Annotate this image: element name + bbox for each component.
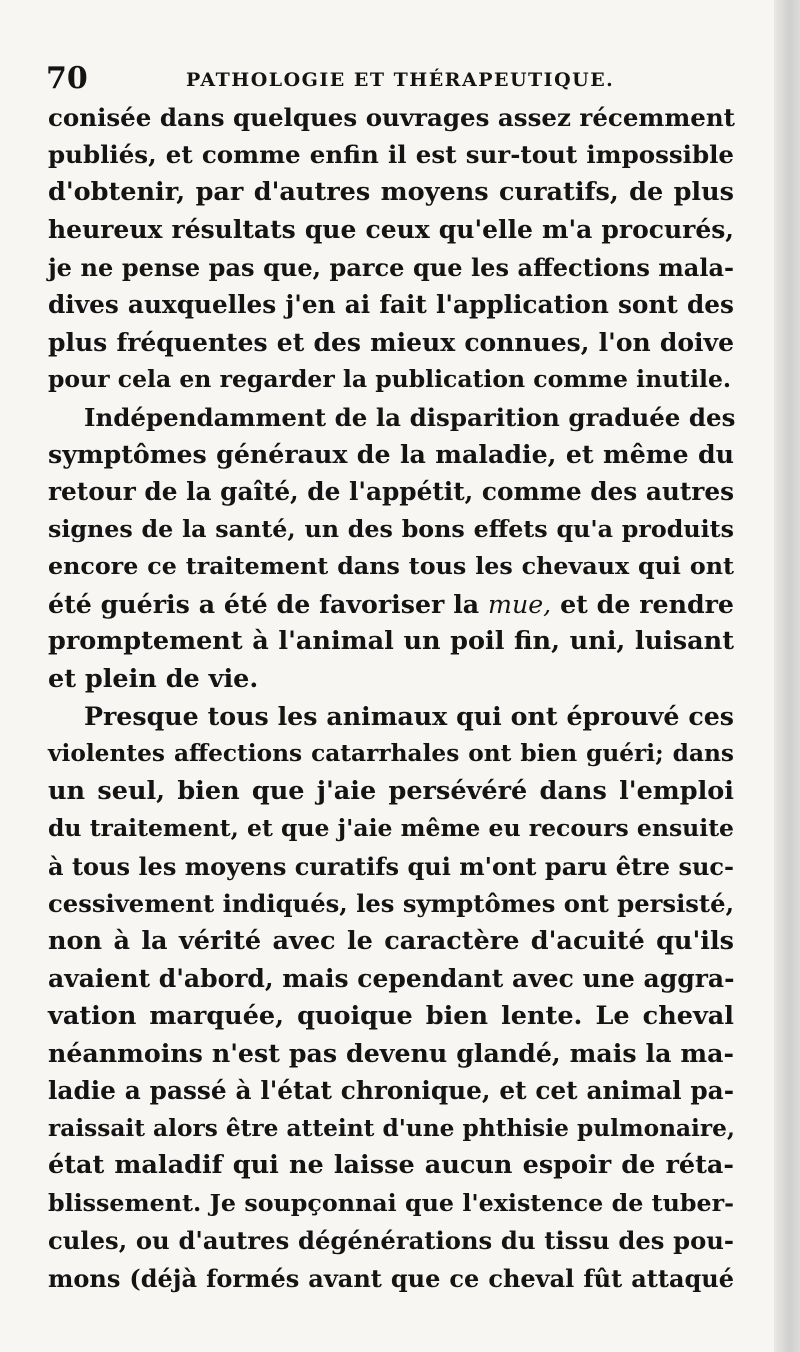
line-start: été guéris a été de favoriser la bbox=[48, 588, 480, 619]
running-title: PATHOLOGIE ET THÉRAPEUTIQUE. bbox=[186, 69, 615, 91]
text-line: du traitement, et que j'aie même eu recours ensuite bbox=[48, 814, 734, 843]
text-line: avaient d'abord, mais cependant avec une aggra- bbox=[48, 964, 735, 994]
body-text bbox=[48, 99, 734, 1297]
paragraph-first-line: Presque tous les animaux qui ont éprouvé ces bbox=[84, 701, 734, 731]
text-line: un seul, bien que j'aie persévéré dans l'emploi bbox=[48, 775, 734, 806]
text-line: signes de la santé, un des bons effets qu'a produits bbox=[48, 514, 734, 543]
page-number: 70 bbox=[46, 61, 88, 96]
text-line: plus fréquentes et des mieux connues, l'on doive bbox=[48, 327, 734, 357]
text-line: publiés, et comme enfin il est sur-tout impossible bbox=[48, 140, 734, 170]
line-end: et de rendre bbox=[560, 588, 734, 619]
text-line: encore ce traitement dans tous les chevaux qui ont bbox=[48, 552, 734, 581]
text-line: à tous les moyens curatifs qui m'ont paru être suc- bbox=[48, 851, 734, 881]
text-line: ladie a passé à l'état chronique, et cet animal pa- bbox=[48, 1076, 734, 1106]
text-line: blissement. Je soupçonnai que l'existence de tuber- bbox=[48, 1188, 734, 1217]
text-line: raissait alors être atteint d'une phthisie pulmonaire, bbox=[48, 1114, 736, 1142]
text-line: promptement à l'animal un poil fin, uni, luisant bbox=[48, 626, 734, 657]
paragraph-first-line: Indépendamment de la disparition graduée des bbox=[84, 402, 736, 432]
page-edge bbox=[774, 0, 800, 1352]
text-line: état maladif qui ne laisse aucun espoir de réta- bbox=[48, 1150, 734, 1181]
paragraph-last-line: pour cela en regarder la publication comme inutile. bbox=[48, 365, 732, 394]
text-line: cules, ou d'autres dégénérations du tissu des pou- bbox=[48, 1226, 734, 1256]
text-line: je ne pense pas que, parce que les affections mala- bbox=[48, 252, 734, 282]
page-header bbox=[46, 62, 746, 96]
text-line-with-italic bbox=[48, 586, 734, 623]
text-line: vation marquée, quoique bien lente. Le cheval bbox=[48, 1000, 734, 1031]
text-line: symptômes généraux de la maladie, et même du bbox=[48, 438, 734, 469]
italic-term: mue, bbox=[488, 589, 552, 619]
text-line: heureux résultats que ceux qu'elle m'a procurés, bbox=[48, 215, 734, 245]
text-line: violentes affections catarrhales ont bien guéri; dans bbox=[48, 740, 734, 768]
text-line: retour de la gaîté, de l'appétit, comme des autres bbox=[48, 477, 734, 507]
text-line: conisée dans quelques ouvrages assez récemment bbox=[48, 103, 735, 132]
text-line: cessivement indiqués, les symptômes ont persisté, bbox=[48, 889, 735, 919]
text-line: néanmoins n'est pas devenu glandé, mais la ma- bbox=[48, 1037, 734, 1068]
paragraph-last-line: et plein de vie. bbox=[48, 663, 259, 694]
text-line: dives auxquelles j'en ai fait l'application sont des bbox=[48, 290, 734, 320]
text-line: non à la vérité avec le caractère d'acuité qu'ils bbox=[48, 925, 734, 956]
text-line: mons (déjà formés avant que ce cheval fût attaqué bbox=[48, 1263, 734, 1293]
text-line: d'obtenir, par d'autres moyens curatifs, de plus bbox=[48, 176, 734, 207]
